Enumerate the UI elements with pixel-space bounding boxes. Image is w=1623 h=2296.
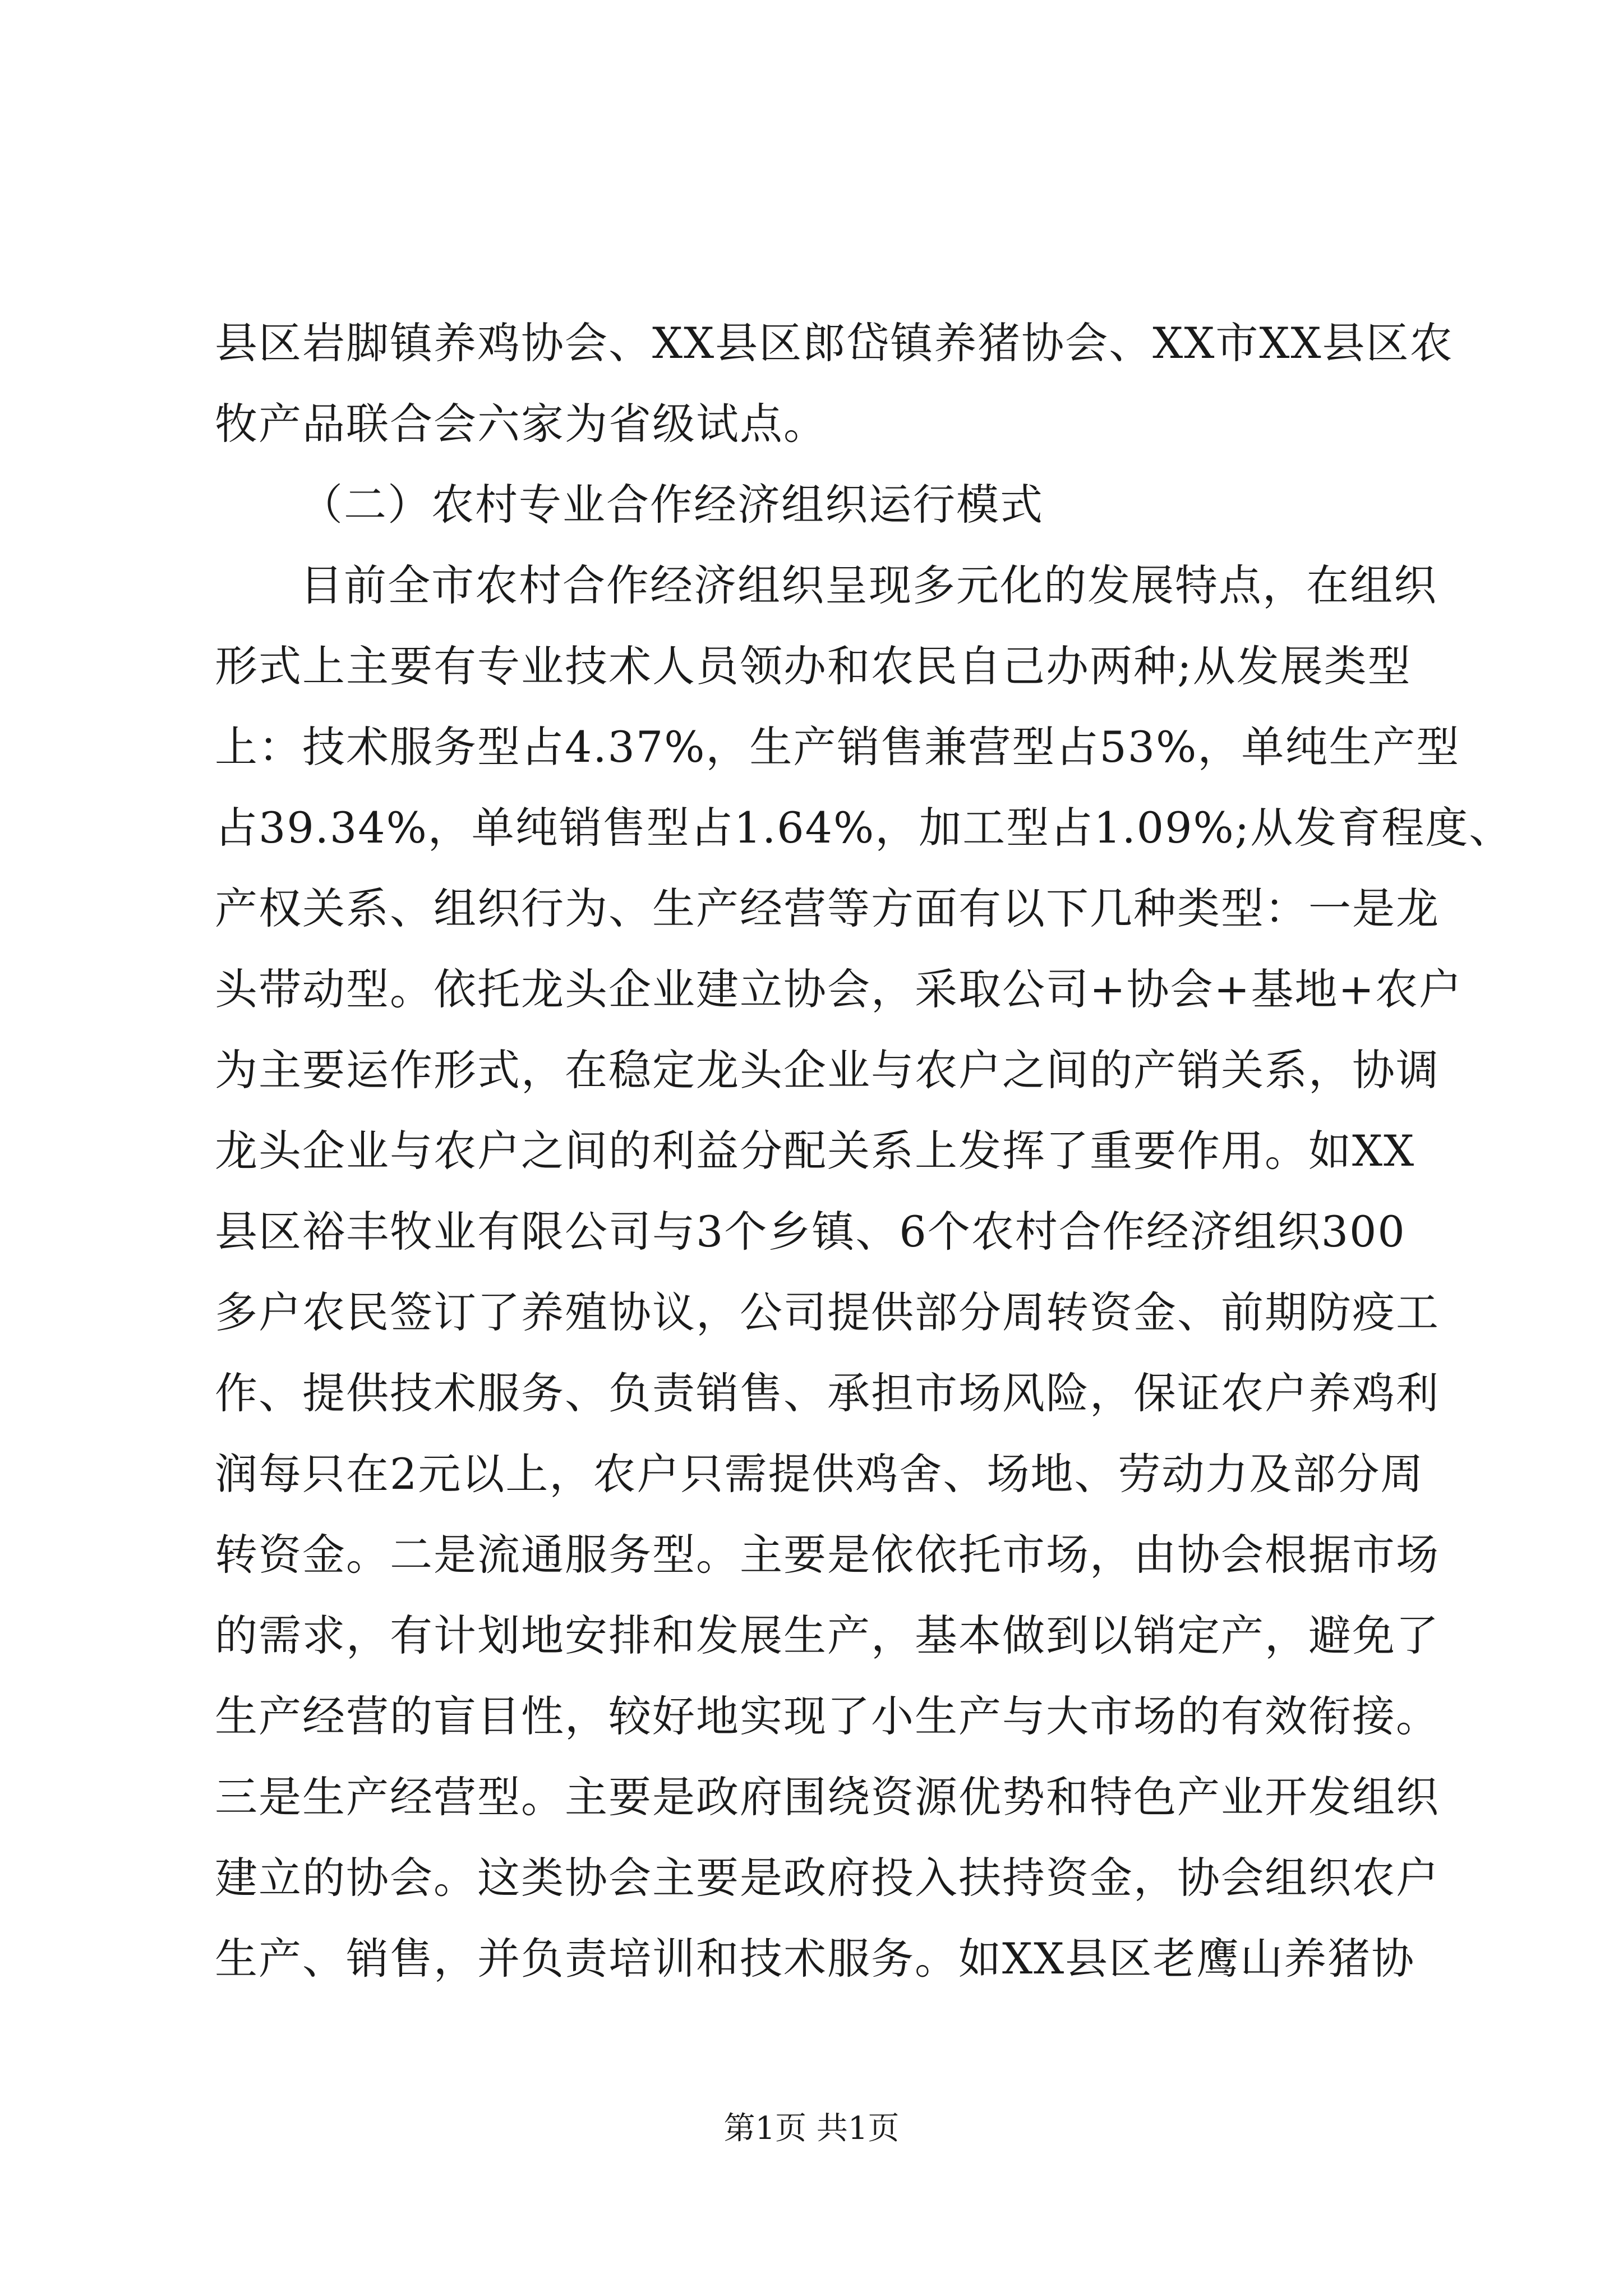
text-line: 为主要运作形式，在稳定龙头企业与农户之间的产销关系，协调 (215, 1045, 1440, 1095)
text-line: 三是生产经营型。主要是政府围绕资源优势和特色产业开发组织 (215, 1772, 1440, 1822)
text-line: 产权关系、组织行为、生产经营等方面有以下几种类型：一是龙 (215, 884, 1440, 933)
text-line: 润每只在2元以上，农户只需提供鸡舍、场地、劳动力及部分周 (215, 1449, 1424, 1499)
text-line: 建立的协会。这类协会主要是政府投入扶持资金，协会组织农户 (215, 1853, 1440, 1903)
page-footer: 第1页 共1页 (723, 2110, 900, 2147)
text-line: 多户农民签订了养殖协议，公司提供部分周转资金、前期防疫工 (215, 1287, 1440, 1337)
text-line: 生产经营的盲目性，较好地实现了小生产与大市场的有效衔接。 (215, 1691, 1440, 1741)
text-line: 县区岩脚镇养鸡协会、XX县区郎岱镇养猪协会、XX市XX县区农 (215, 318, 1454, 368)
text-line: 县区裕丰牧业有限公司与3个乡镇、6个农村合作经济组织300 (215, 1207, 1406, 1257)
text-line: 占39.34%，单纯销售型占1.64%，加工型占1.09%;从发育程度、 (215, 803, 1513, 853)
text-line: 作、提供技术服务、负责销售、承担市场风险，保证农户养鸡利 (215, 1368, 1440, 1418)
text-line: 头带动型。依托龙头企业建立协会，采取公司+协会+基地+农户 (215, 964, 1463, 1014)
text-line: 龙头企业与农户之间的利益分配关系上发挥了重要作用。如XX (215, 1126, 1415, 1176)
paragraph-first-line: 目前全市农村合作经济组织呈现多元化的发展特点，在组织 (300, 560, 1437, 610)
text-line: 牧产品联合会六家为省级试点。 (215, 399, 827, 449)
text-line: 的需求，有计划地安排和发展生产，基本做到以销定产，避免了 (215, 1611, 1440, 1660)
section-heading: （二）农村专业合作经济组织运行模式 (300, 480, 1044, 530)
text-line: 转资金。二是流通服务型。主要是依依托市场，由协会根据市场 (215, 1530, 1440, 1580)
text-line: 上：技术服务型占4.37%，生产销售兼营型占53%，单纯生产型 (215, 722, 1460, 772)
text-line: 形式上主要有专业技术人员领办和农民自己办两种;从发展类型 (215, 641, 1412, 691)
document-body (215, 303, 1513, 1999)
text-line: 生产、销售，并负责培训和技术服务。如XX县区老鹰山养猪协 (215, 1934, 1415, 1984)
